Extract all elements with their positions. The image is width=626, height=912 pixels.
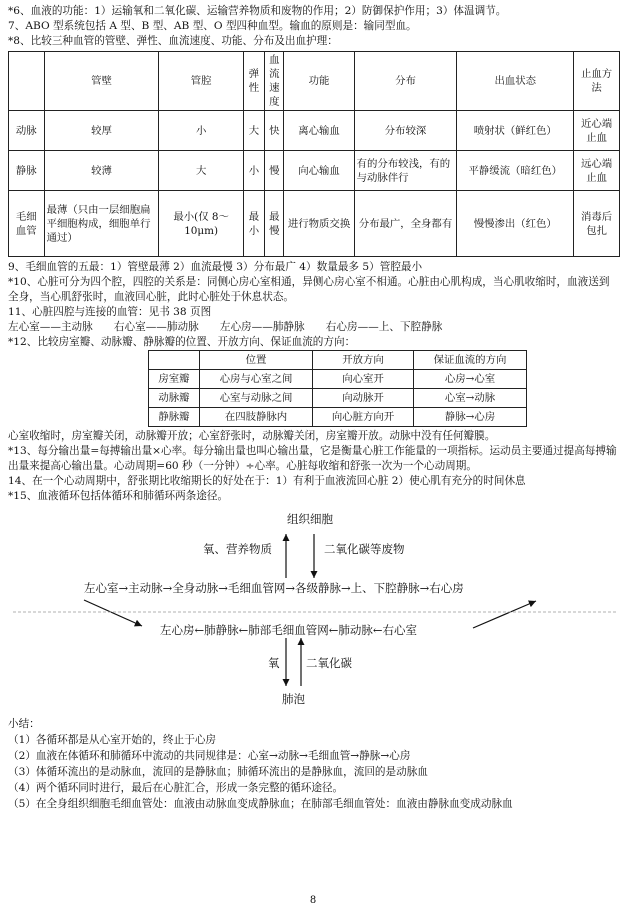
vessel-table-header-row bbox=[9, 52, 620, 111]
circulation-arrows bbox=[8, 504, 620, 716]
summary-section bbox=[8, 716, 620, 812]
summary-item: （5）在全身组织细胞毛细血管处：血液由动脉血变成静脉血；在肺部毛细血管处：血液由静脉血变成动脉血 bbox=[8, 798, 513, 810]
table-cell: 最薄（只由一层细胞扁平细胞构成，细胞单行通过） bbox=[44, 191, 159, 257]
table-cell: 向心脏方向开 bbox=[313, 408, 414, 427]
item-13-cardiac-output: *13、每分输出量=每搏输出量×心率。每分输出量也叫心输出量，它是衡量心脏工作能量的一项指标。运动员主要通过提高每搏输出量来提高心输出量。心动周期=60 秒（一分钟）÷心率。心脏每收缩和舒张一次为一个心动周期。 bbox=[8, 445, 617, 472]
table-cell: 较厚 bbox=[44, 111, 159, 151]
table-cell: 向心输血 bbox=[284, 151, 354, 191]
table-row bbox=[9, 111, 620, 151]
circulation-diagram bbox=[8, 504, 620, 716]
table-header-cell: 开放方向 bbox=[313, 351, 414, 370]
table-cell: 喷射状（鲜红色） bbox=[457, 111, 574, 151]
table-header-cell: 管腔 bbox=[159, 52, 243, 111]
item-11-heart-vessels: 11、心脏四腔与连接的血管：见书 38 页图 bbox=[8, 306, 212, 318]
table-cell: 静脉 bbox=[9, 151, 45, 191]
summary-item: （2）血液在体循环和肺循环中流动的共同规律是：心室→动脉→毛细血管→静脉→心房 bbox=[8, 750, 411, 762]
table-cell: 最小 bbox=[243, 191, 264, 257]
table-cell: 离心输血 bbox=[284, 111, 354, 151]
table-cell: 动脉 bbox=[9, 111, 45, 151]
item-8-vessel-comparison-intro: *8、比较三种血管的管壁、弹性、血流速度、功能、分布及出血护理： bbox=[8, 35, 338, 47]
item-12-valve-states: 心室收缩时，房室瓣关闭，动脉瓣开放；心室舒张时，动脉瓣关闭，房室瓣开放。动脉中没有任何瓣膜。 bbox=[8, 430, 496, 442]
page-number: 8 bbox=[309, 895, 317, 906]
vessel-comparison-table bbox=[8, 51, 620, 257]
table-row bbox=[9, 191, 620, 257]
table-cell: 较薄 bbox=[44, 151, 159, 191]
table-cell: 心房与心室之间 bbox=[200, 370, 313, 389]
return-left-arrow bbox=[84, 600, 142, 626]
summary-item: （1）各循环都是从心室开始的，终止于心房 bbox=[8, 734, 217, 746]
valve-comparison-table bbox=[148, 350, 527, 427]
table-cell: 静脉瓣 bbox=[149, 408, 200, 427]
table-cell: 向动脉开 bbox=[313, 389, 414, 408]
table-cell: 消毒后包扎 bbox=[574, 191, 620, 257]
table-cell: 远心端止血 bbox=[574, 151, 620, 191]
table-cell: 向心室开 bbox=[313, 370, 414, 389]
tissue-cells-label: 组织细胞 bbox=[287, 512, 333, 526]
table-cell: 大 bbox=[159, 151, 243, 191]
table-header-cell: 分布 bbox=[354, 52, 457, 111]
table-cell: 快 bbox=[265, 111, 284, 151]
summary-title: 小结： bbox=[8, 718, 40, 730]
table-header-cell: 止血方法 bbox=[574, 52, 620, 111]
table-cell: 心室→动脉 bbox=[414, 389, 527, 408]
item-12-valve-comparison-intro: *12、比较房室瓣、动脉瓣、静脉瓣的位置、开放方向、保证血流的方向： bbox=[8, 336, 356, 348]
table-header-cell: 位置 bbox=[200, 351, 313, 370]
table-cell: 大 bbox=[243, 111, 264, 151]
table-cell: 慢 bbox=[265, 151, 284, 191]
table-cell: 心室与动脉之间 bbox=[200, 389, 313, 408]
table-cell: 最慢 bbox=[265, 191, 284, 257]
table-cell: 房室瓣 bbox=[149, 370, 200, 389]
item-9-capillary-five-mosts: 9、毛细血管的五最：1）管壁最薄 2）血流最慢 3）分布最广 4）数量最多 5）管腔最小 bbox=[8, 261, 423, 273]
waste-label: 二氧化碳等废物 bbox=[324, 542, 405, 556]
table-cell: 慢慢渗出（红色） bbox=[457, 191, 574, 257]
oxygen-label: 氧 bbox=[268, 656, 280, 670]
co2-label: 二氧化碳 bbox=[306, 656, 352, 670]
return-right-arrow bbox=[473, 601, 536, 628]
table-row bbox=[149, 370, 527, 389]
table-header-cell: 功能 bbox=[284, 52, 354, 111]
table-header-cell: 弹性 bbox=[243, 52, 264, 111]
nutrients-label: 氧、营养物质 bbox=[203, 542, 272, 556]
table-header-cell bbox=[149, 351, 200, 370]
summary-item: （4）两个循环同时进行，最后在心脏汇合，形成一条完整的循环途径。 bbox=[8, 782, 344, 794]
table-header-cell: 出血状态 bbox=[457, 52, 574, 111]
table-header-cell: 血流速度 bbox=[265, 52, 284, 111]
table-cell: 平静缓流（暗红色） bbox=[457, 151, 574, 191]
item-14-cardiac-cycle: 14、在一个心动周期中，舒张期比收缩期长的好处在于：1）有利于血液流回心脏 2）使心肌有充分的时间休息 bbox=[8, 475, 526, 487]
item-15-circulation-routes: *15、血液循环包括体循环和肺循环两条途径。 bbox=[8, 490, 229, 502]
table-cell: 动脉瓣 bbox=[149, 389, 200, 408]
table-cell: 毛细血管 bbox=[9, 191, 45, 257]
table-header-cell bbox=[9, 52, 45, 111]
table-cell: 心房→心室 bbox=[414, 370, 527, 389]
table-header-cell: 管壁 bbox=[44, 52, 159, 111]
table-row bbox=[149, 408, 527, 427]
table-row bbox=[149, 389, 527, 408]
table-cell: 分布较深 bbox=[354, 111, 457, 151]
pulmonary-route-text: 左心房←肺静脉←肺部毛细血管网←肺动脉←右心室 bbox=[160, 623, 418, 637]
item-10-heart-chambers: *10、心脏可分为四个腔，四腔的关系是：同侧心房心室相通，异侧心房心室不相通。心脏由心肌构成，当心肌收缩时，血液送到全身，当心肌舒张时，血液回心脏，此时心脏处于休息状态。 bbox=[8, 276, 610, 303]
valve-table-header-row bbox=[149, 351, 527, 370]
table-cell: 最小(仅 8～10μm) bbox=[159, 191, 243, 257]
table-cell: 近心端止血 bbox=[574, 111, 620, 151]
table-cell: 进行物质交换 bbox=[284, 191, 354, 257]
table-cell: 有的分布较浅，有的与动脉伴行 bbox=[354, 151, 457, 191]
summary-item: （3）体循环流出的是动脉血，流回的是静脉血；肺循环流出的是静脉血，流回的是动脉血 bbox=[8, 766, 428, 778]
item-7-abo-blood-types: 7、ABO 型系统包括 A 型、B 型、AB 型、O 型四种血型。输血的原则是：输同型血。 bbox=[8, 20, 417, 32]
table-cell: 分布最广，全身都有 bbox=[354, 191, 457, 257]
item-6-blood-functions: *6、血液的功能：1）运输氧和二氧化碳、运输营养物质和废物的作用；2）防御保护作用；3）体温调节。 bbox=[8, 5, 507, 17]
document-page bbox=[8, 4, 620, 812]
table-cell: 在四肢静脉内 bbox=[200, 408, 313, 427]
alveoli-label: 肺泡 bbox=[282, 692, 305, 706]
table-header-cell: 保证血流的方向 bbox=[414, 351, 527, 370]
systemic-route-text: 左心室→主动脉→全身动脉→毛细血管网→各级静脉→上、下腔静脉→右心房 bbox=[84, 581, 464, 595]
item-11-chamber-vessel-pairs: 左心室——主动脉 右心室——肺动脉 左心房——肺静脉 右心房——上、下腔静脉 bbox=[8, 321, 443, 333]
table-cell: 静脉→心房 bbox=[414, 408, 527, 427]
table-row bbox=[9, 151, 620, 191]
table-cell: 小 bbox=[159, 111, 243, 151]
table-cell: 小 bbox=[243, 151, 264, 191]
